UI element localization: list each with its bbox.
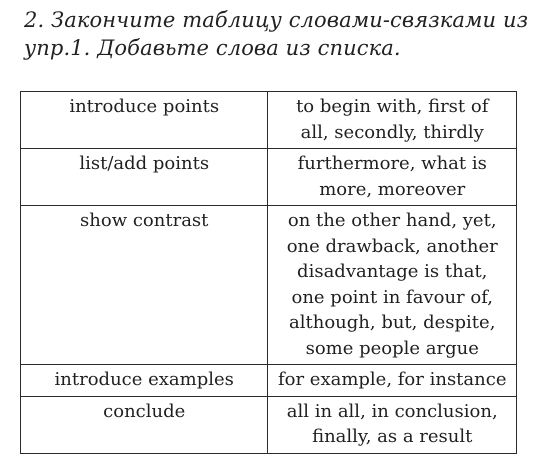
linking-words-line: one point in favour of, xyxy=(291,286,493,308)
table-row xyxy=(21,149,517,206)
linking-words-line: finally, as a result xyxy=(312,426,473,447)
purpose-label: list/add points xyxy=(79,153,210,174)
purpose-cell xyxy=(21,206,268,365)
purpose-cell xyxy=(21,396,268,453)
linking-words-line: all, secondly, thirdly xyxy=(300,121,484,143)
table-row xyxy=(21,365,517,397)
table-row xyxy=(21,92,517,149)
task-instruction xyxy=(24,6,534,62)
purpose-label: introduce points xyxy=(69,96,220,117)
linking-words-table xyxy=(20,91,517,454)
linking-words-cell xyxy=(268,92,517,149)
linking-words-line: furthermore, what is xyxy=(297,153,487,174)
purpose-label: introduce examples xyxy=(54,369,234,390)
table-row xyxy=(21,206,517,365)
linking-words-cell xyxy=(268,396,517,453)
linking-words-line: all in all, in conclusion, xyxy=(286,400,498,422)
linking-words-cell xyxy=(268,149,517,206)
linking-words-line: disadvantage is that, xyxy=(297,261,488,282)
linking-words-line: one drawback, another xyxy=(286,235,498,257)
linking-words-line: for example, for instance xyxy=(277,369,507,390)
linking-words-cell xyxy=(268,206,517,365)
purpose-cell xyxy=(21,92,268,149)
linking-words-line: on the other hand, yet, xyxy=(287,210,497,231)
linking-words-cell xyxy=(268,365,517,397)
linking-words-line: more, moreover xyxy=(319,178,466,200)
linking-words-line: some people argue xyxy=(305,337,479,359)
purpose-cell xyxy=(21,365,268,397)
task-instruction-line-1: 2. Закончите таблицу словами-связками из xyxy=(24,8,529,32)
table-row xyxy=(21,396,517,453)
purpose-label: conclude xyxy=(103,400,186,422)
purpose-label: show contrast xyxy=(80,210,209,231)
purpose-cell xyxy=(21,149,268,206)
linking-words-line: although, but, despite, xyxy=(289,312,496,333)
linking-words-line: to begin with, first of xyxy=(296,96,489,117)
task-instruction-line-2: упр.1. Добавьте слова из списка. xyxy=(24,36,401,60)
